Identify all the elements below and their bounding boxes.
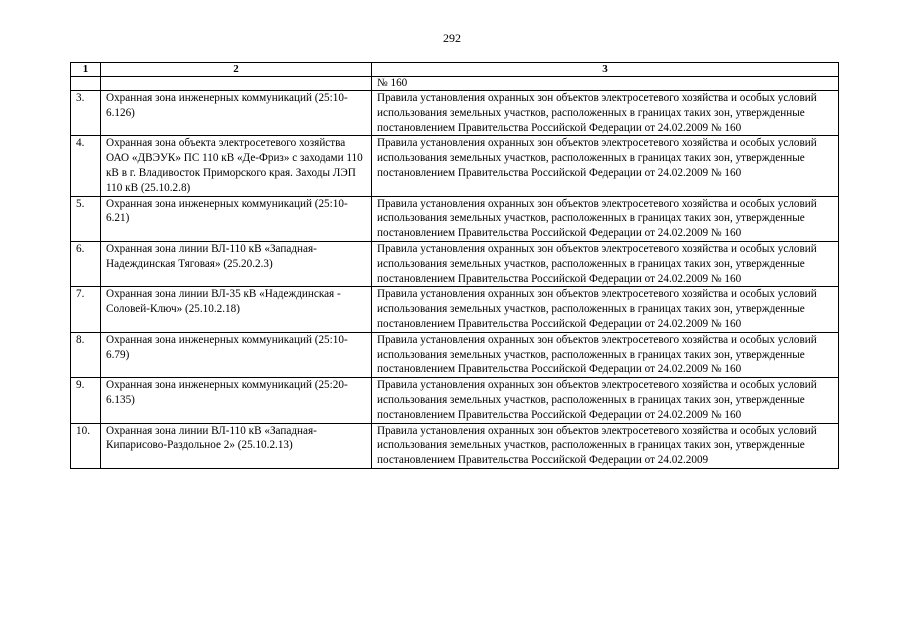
- table-cell-number: 3.: [71, 91, 101, 136]
- table-cell-name: Охранная зона объекта электросетевого хозяйства ОАО «ДВЭУК» ПС 110 кВ «Де-Фриз» с заходами 110 кВ в г. Владивосток Приморского края. Заходы ЛЭП 110 кВ (25.10.2.8): [101, 136, 372, 196]
- table-row: [71, 332, 839, 377]
- table-cell-name: Охранная зона линии ВЛ-110 кВ «Западная-Надеждинская Тяговая» (25.20.2.3): [101, 241, 372, 286]
- table-cell-basis: Правила установления охранных зон объектов электросетевого хозяйства и особых условий использования земельных участков, расположенных в границах таких зон, утвержденные постановлением Правительства Российской Федерации от 24.02.2009 № 160: [372, 287, 839, 332]
- table-cell-name: Охранная зона линии ВЛ-35 кВ «Надеждинская - Соловей-Ключ» (25.10.2.18): [101, 287, 372, 332]
- table-cell-number: 6.: [71, 241, 101, 286]
- table-cell-number: 10.: [71, 423, 101, 468]
- column-header-basis: 3: [372, 63, 839, 77]
- table-row: [71, 378, 839, 423]
- table-cell-number: [71, 77, 101, 91]
- table-cell-basis: Правила установления охранных зон объектов электросетевого хозяйства и особых условий использования земельных участков, расположенных в границах таких зон, утвержденные постановлением Правительства Российской Федерации от 24.02.2009 № 160: [372, 196, 839, 241]
- continuation-row: [71, 77, 839, 91]
- table-row: [71, 423, 839, 468]
- table-cell-number: 8.: [71, 332, 101, 377]
- table-cell-name: Охранная зона линии ВЛ-110 кВ «Западная-Кипарисово-Раздольное 2» (25.10.2.13): [101, 423, 372, 468]
- table-row: [71, 91, 839, 136]
- table-cell-name: Охранная зона инженерных коммуникаций (25:20-6.135): [101, 378, 372, 423]
- table-cell-name: [101, 77, 372, 91]
- table-cell-name: Охранная зона инженерных коммуникаций (25:10-6.126): [101, 91, 372, 136]
- table-row: [71, 136, 839, 196]
- table-header-row: [71, 63, 839, 77]
- table-cell-name: Охранная зона инженерных коммуникаций (25:10-6.79): [101, 332, 372, 377]
- table-cell-basis: Правила установления охранных зон объектов электросетевого хозяйства и особых условий использования земельных участков, расположенных в границах таких зон, утвержденные постановлением Правительства Российской Федерации от 24.02.2009 № 160: [372, 332, 839, 377]
- table-row: [71, 241, 839, 286]
- zones-table: [70, 62, 839, 469]
- table-cell-number: 9.: [71, 378, 101, 423]
- table-cell-number: 4.: [71, 136, 101, 196]
- table-cell-basis: № 160: [372, 77, 839, 91]
- table-cell-name: Охранная зона инженерных коммуникаций (25:10-6.21): [101, 196, 372, 241]
- table-cell-basis: Правила установления охранных зон объектов электросетевого хозяйства и особых условий использования земельных участков, расположенных в границах таких зон, утвержденные постановлением Правительства Российской Федерации от 24.02.2009: [372, 423, 839, 468]
- column-header-name: 2: [101, 63, 372, 77]
- table-cell-number: 5.: [71, 196, 101, 241]
- table-cell-basis: Правила установления охранных зон объектов электросетевого хозяйства и особых условий использования земельных участков, расположенных в границах таких зон, утвержденные постановлением Правительства Российской Федерации от 24.02.2009 № 160: [372, 136, 839, 196]
- table-body: [71, 77, 839, 469]
- table-cell-basis: Правила установления охранных зон объектов электросетевого хозяйства и особых условий использования земельных участков, расположенных в границах таких зон, утвержденные постановлением Правительства Российской Федерации от 24.02.2009 № 160: [372, 91, 839, 136]
- table-cell-basis: Правила установления охранных зон объектов электросетевого хозяйства и особых условий использования земельных участков, расположенных в границах таких зон, утвержденные постановлением Правительства Российской Федерации от 24.02.2009 № 160: [372, 241, 839, 286]
- table-cell-number: 7.: [71, 287, 101, 332]
- table-row: [71, 196, 839, 241]
- column-header-number: 1: [71, 63, 101, 77]
- table-cell-basis: Правила установления охранных зон объектов электросетевого хозяйства и особых условий использования земельных участков, расположенных в границах таких зон, утвержденные постановлением Правительства Российской Федерации от 24.02.2009 № 160: [372, 378, 839, 423]
- table-row: [71, 287, 839, 332]
- page-number: 292: [443, 31, 461, 45]
